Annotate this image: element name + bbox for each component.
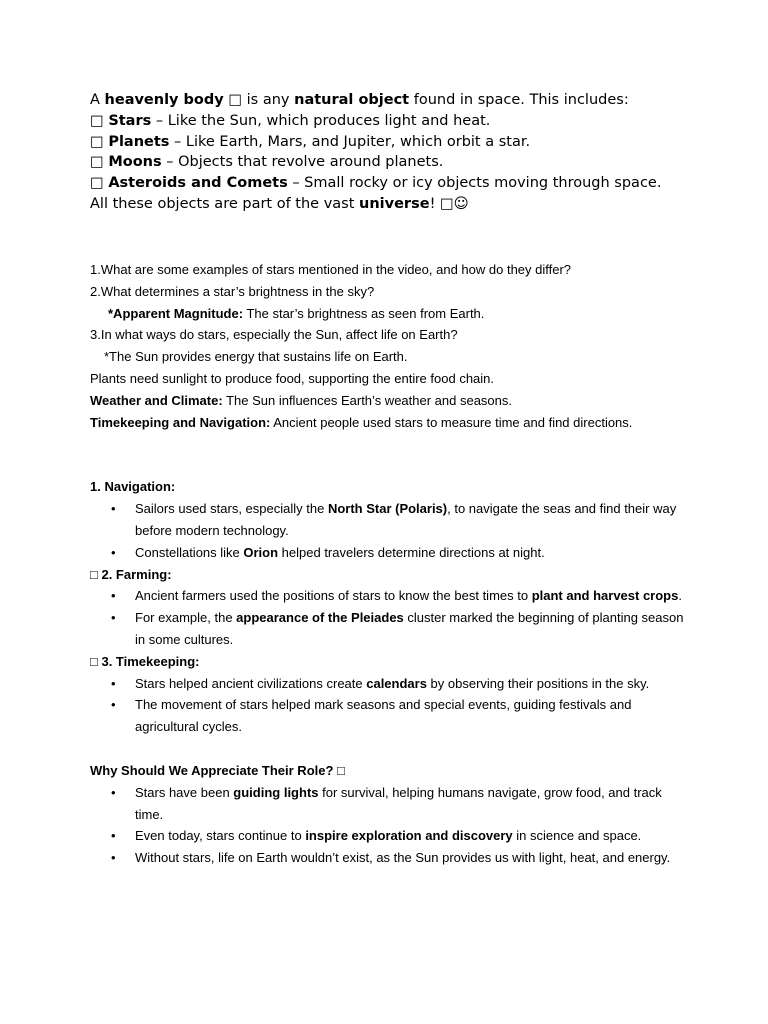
list-item bbox=[90, 825, 690, 847]
box-icon: □ bbox=[90, 133, 104, 150]
text-run: . bbox=[678, 588, 682, 604]
bold-term: plant and harvest crops bbox=[531, 588, 679, 604]
list-item bbox=[90, 673, 690, 695]
bold-term: Stars bbox=[108, 112, 152, 129]
answer-3-line-3 bbox=[90, 390, 690, 412]
text-run: helped travelers determine directions at night. bbox=[278, 544, 545, 560]
bullet-list-farming bbox=[90, 585, 690, 650]
bold-term: Timekeeping and Navigation: bbox=[90, 414, 271, 430]
text-run: All these objects are part of the vast bbox=[90, 195, 360, 212]
text-run: Stars have been bbox=[135, 784, 234, 800]
list-item bbox=[90, 782, 690, 826]
section-heading-appreciation bbox=[90, 760, 690, 782]
list-item bbox=[90, 585, 690, 607]
spacer bbox=[90, 738, 690, 760]
answer-2 bbox=[90, 303, 690, 325]
section-heading-farming bbox=[90, 564, 690, 586]
bold-term: Asteroids and Comets bbox=[108, 175, 288, 192]
list-item bbox=[90, 542, 690, 564]
bold-term: natural object bbox=[294, 92, 410, 108]
list-item: • The movement of stars helped mark seasons and special events, guiding festivals and agricultural cycles. bbox=[90, 694, 690, 738]
answer-3-line-2: Plants need sunlight to produce food, supporting the entire food chain. bbox=[90, 370, 495, 386]
bold-term: Moons bbox=[108, 154, 162, 171]
question-3: 3.In what ways do stars, especially the Sun, affect life on Earth? bbox=[90, 327, 458, 343]
smiley-icon: ! □☺ bbox=[429, 195, 469, 212]
bold-term: universe bbox=[359, 195, 430, 212]
text-run: by observing their positions in the sky. bbox=[426, 675, 650, 691]
list-item bbox=[90, 607, 690, 651]
answer-3-line-1: *The Sun provides energy that sustains life on Earth. bbox=[104, 349, 408, 365]
question-2: 2.What determines a star’s brightness in the sky? bbox=[90, 283, 375, 299]
text-run: Even today, stars continue to bbox=[135, 828, 306, 844]
bold-term: inspire exploration and discovery bbox=[305, 828, 513, 844]
question-1: 1.What are some examples of stars mentioned in the video, and how do they differ? bbox=[90, 262, 572, 277]
intro-item-stars bbox=[90, 111, 690, 132]
text-run: – Like Earth, Mars, and Jupiter, which orbit a star. bbox=[169, 133, 531, 150]
intro-line bbox=[90, 90, 690, 111]
text-run: The star’s brightness as seen from Earth. bbox=[243, 305, 485, 321]
text-run: □ is any bbox=[223, 92, 295, 108]
box-icon: □ bbox=[90, 175, 104, 192]
list-item bbox=[90, 498, 690, 542]
text-run: Sailors used stars, especially the bbox=[135, 501, 328, 517]
answer-3-line-4 bbox=[90, 412, 690, 434]
intro-item-moons bbox=[90, 152, 690, 173]
intro-closing bbox=[90, 194, 690, 215]
bold-term: *Apparent Magnitude: bbox=[108, 305, 244, 321]
intro-block bbox=[90, 90, 690, 215]
text-run: – Like the Sun, which produces light and heat. bbox=[151, 112, 491, 129]
section-heading-timekeeping bbox=[90, 651, 690, 673]
bold-term: North Star (Polaris) bbox=[327, 501, 448, 517]
text-run: Ancient farmers used the positions of stars to know the best times to bbox=[135, 588, 532, 604]
spacer bbox=[90, 433, 690, 476]
text-run: , to navigate the seas and find their way before modern technology. bbox=[135, 501, 677, 538]
text-run: Ancient people used stars to measure time and find directions. bbox=[270, 414, 633, 430]
text-run: A bbox=[90, 92, 105, 108]
text-run: for survival, helping humans navigate, grow food, and track time. bbox=[135, 784, 662, 822]
bold-term: Planets bbox=[108, 133, 170, 150]
box-icon: □ bbox=[90, 112, 104, 129]
text-run: in science and space. bbox=[512, 828, 642, 844]
text-run: cluster marked the beginning of planting season in some cultures. bbox=[135, 610, 684, 647]
text-run: Stars helped ancient civilizations create bbox=[135, 675, 367, 691]
bullet-list-navigation bbox=[90, 498, 690, 563]
text-run: For example, the bbox=[135, 610, 237, 626]
bullet-list-timekeeping bbox=[90, 673, 690, 738]
bold-term: calendars bbox=[366, 675, 427, 691]
body-block bbox=[90, 259, 690, 869]
intro-item-asteroids bbox=[90, 173, 690, 194]
heading-text: □ 2. Farming: bbox=[90, 566, 172, 582]
bold-term: Orion bbox=[243, 544, 279, 560]
text-run: The Sun influences Earth’s weather and seasons. bbox=[222, 392, 513, 408]
bold-term: guiding lights bbox=[233, 784, 319, 800]
intro-item-planets bbox=[90, 132, 690, 153]
bold-term: Weather and Climate: bbox=[90, 392, 223, 408]
section-heading-navigation bbox=[90, 476, 690, 498]
box-icon: □ bbox=[90, 154, 104, 171]
text-run: found in space. This includes: bbox=[409, 92, 629, 108]
bold-term: appearance of the Pleiades bbox=[236, 610, 404, 626]
text-run: – Objects that revolve around planets. bbox=[161, 154, 444, 171]
bold-term: heavenly body bbox=[104, 92, 224, 108]
heading-text: 1. Navigation: bbox=[90, 479, 176, 495]
heading-text: Why Should We Appreciate Their Role? □ bbox=[90, 762, 345, 778]
bullet-list-appreciation bbox=[90, 782, 690, 869]
text-run: – Small rocky or icy objects moving through space. bbox=[287, 175, 662, 192]
list-item: • Without stars, life on Earth wouldn’t exist, as the Sun provides us with light, heat, and energy. bbox=[90, 847, 690, 869]
text-run: Constellations like bbox=[135, 544, 244, 560]
heading-text: □ 3. Timekeeping: bbox=[90, 653, 200, 669]
